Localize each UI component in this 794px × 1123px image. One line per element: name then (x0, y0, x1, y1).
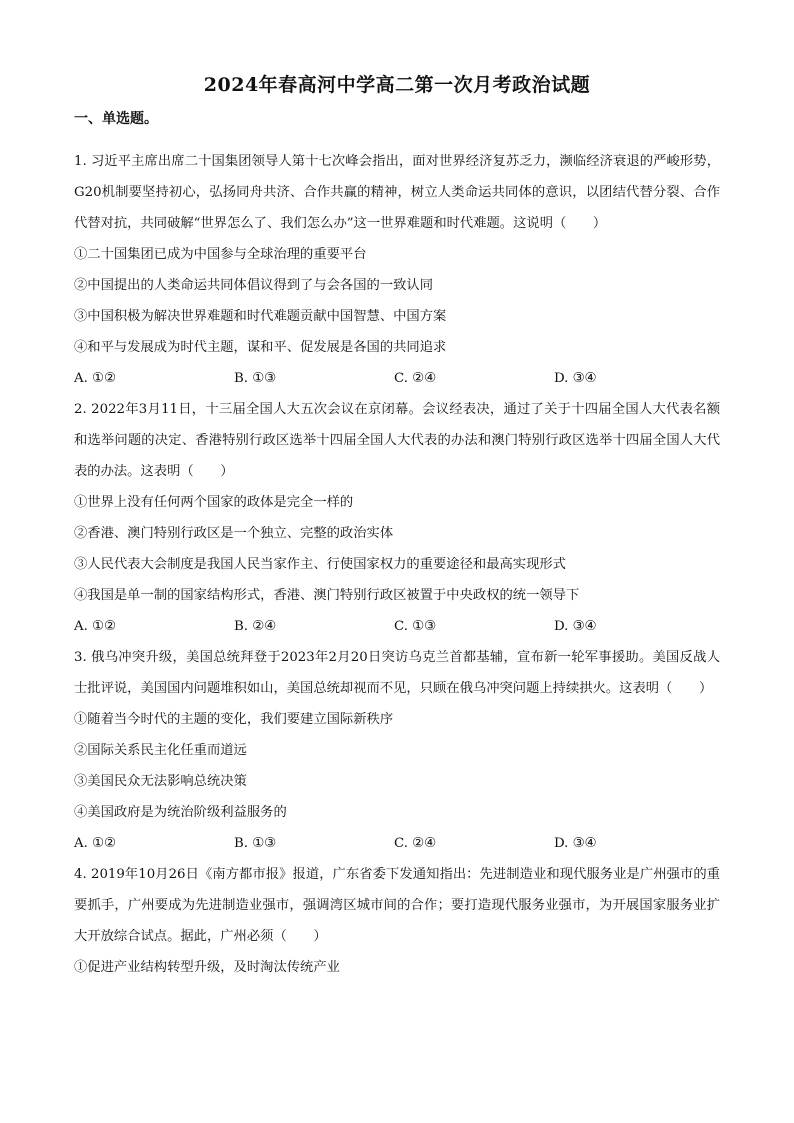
question-option: ①二十国集团已成为中国参与全球治理的重要平台 (74, 247, 367, 262)
question-option: ②中国提出的人类命运共同体倡议得到了与会各国的一致认同 (74, 278, 434, 293)
answer-choices (74, 611, 720, 642)
question-option: ①随着当今时代的主题的变化，我们要建立国际新秩序 (74, 712, 394, 727)
answer-choice-d: D. ③④ (554, 371, 597, 386)
question-list (74, 146, 720, 983)
question-3 (74, 642, 720, 859)
answer-choice-d: D. ③④ (554, 836, 597, 851)
answer-choices (74, 828, 720, 859)
question-stem: 4. 2019年10月26日《南方都市报》报道，广东省委下发通知指出：先进制造业和现代服务业是广州强市的重要抓手，广州要成为先进制造业强市，强调湾区城市间的合作；要打造现代服务业强市，为开展国家服务业扩大开放综合试点。据此，广州必须（ ） (74, 867, 720, 944)
answer-choices (74, 363, 720, 394)
question-option: ③人民代表大会制度是我国人民当家作主、行使国家权力的重要途径和最高实现形式 (74, 557, 566, 572)
answer-choice-b: B. ①③ (234, 371, 277, 386)
answer-choice-a: A. ①② (74, 836, 116, 851)
question-2 (74, 394, 720, 642)
question-option: ③美国民众无法影响总统决策 (74, 774, 247, 789)
question-option: ④我国是单一制的国家结构形式，香港、澳门特别行政区被置于中央政权的统一领导下 (74, 588, 580, 603)
exam-title: 2024年春高河中学高二第一次月考政治试题 (203, 74, 591, 96)
question-4 (74, 859, 720, 983)
answer-choice-b: B. ①③ (234, 836, 277, 851)
question-stem: 1. 习近平主席出席二十国集团领导人第十七次峰会指出，面对世界经济复苏乏力，濒临经济衰退的严峻形势，G20机制要坚持初心，弘扬同舟共济、合作共赢的精神，树立人类命运共同体的意识，以团结代替分裂、合作代替对抗，共同破解“世界怎么了、我们怎么办”这一世界难题和时代难题。这说明（ ） (74, 154, 720, 231)
answer-choice-d: D. ③④ (554, 619, 597, 634)
question-stem: 3. 俄乌冲突升级，美国总统拜登于2023年2月20日突访乌克兰首都基辅，宣布新一轮军事援助。美国反战人士批评说，美国国内问题堆积如山，美国总统却视而不见，只顾在俄乌冲突问题上持续拱火。这表明（ ） (74, 650, 720, 696)
question-option: ③中国积极为解决世界难题和时代难题贡献中国智慧、中国方案 (74, 309, 447, 324)
question-option: ①世界上没有任何两个国家的政体是完全一样的 (74, 495, 354, 510)
question-1 (74, 146, 720, 394)
answer-choice-c: C. ②④ (394, 371, 436, 386)
question-option: ②香港、澳门特别行政区是一个独立、完整的政治实体 (74, 526, 394, 541)
section-heading: 一、单选题。 (74, 111, 158, 127)
answer-choice-a: A. ①② (74, 371, 116, 386)
question-option: ④和平与发展成为时代主题，谋和平、促发展是各国的共同追求 (74, 340, 447, 355)
question-option: ②国际关系民主化任重而道远 (74, 743, 247, 758)
answer-choice-b: B. ②④ (234, 619, 277, 634)
question-stem: 2. 2022年3月11日，十三届全国人大五次会议在京闭幕。会议经表决，通过了关于十四届全国人大代表名额和选举问题的决定、香港特别行政区选举十四届全国人大代表的办法和澳门特别行政区选举十四届全国人大代表的办法。这表明（ ） (74, 402, 720, 479)
answer-choice-c: C. ①③ (394, 619, 436, 634)
answer-choice-c: C. ②④ (394, 836, 436, 851)
question-option: ①促进产业结构转型升级，及时淘汰传统产业 (74, 960, 340, 975)
question-option: ④美国政府是为统治阶级利益服务的 (74, 805, 287, 820)
answer-choice-a: A. ①② (74, 619, 116, 634)
